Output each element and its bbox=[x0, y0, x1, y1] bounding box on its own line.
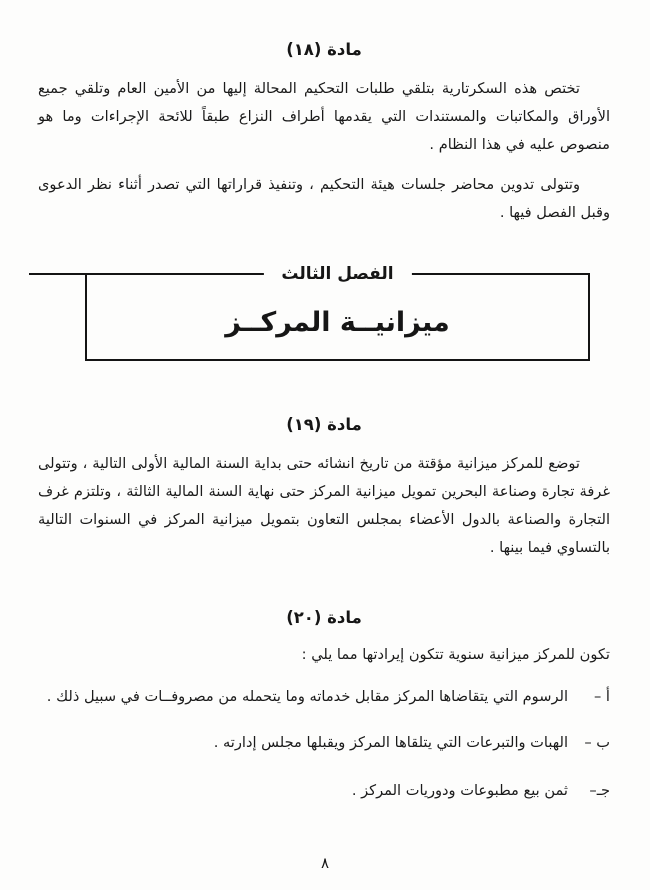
article-20-intro: تكون للمركز ميزانية سنوية تتكون إيرادتها مما يلي : bbox=[301, 646, 610, 663]
chapter-box bbox=[85, 264, 590, 361]
article-18-heading: مادة (١٨) bbox=[286, 40, 362, 59]
chapter-subtitle: ميزانيــة المركــز bbox=[225, 306, 450, 338]
list-item-a-marker: أ – bbox=[594, 688, 610, 705]
list-item-a bbox=[38, 683, 610, 711]
chapter-title: الفصل الثالث bbox=[263, 261, 411, 287]
list-item-a-text: الرسوم التي يتقاضاها المركز مقابل خدماته وما يتحمله من مصروفــات في سبيل ذلك . bbox=[46, 688, 568, 705]
article-18-paragraph-2: وتتولى تدوين محاضر جلسات هيئة التحكيم ، وتنفيذ قراراتها التي تصدر أثناء نظر الدعوى وقبل الفصل فيها . bbox=[38, 176, 610, 221]
list-item-b-marker: ب – bbox=[584, 734, 610, 751]
page-number: ٨ bbox=[320, 854, 330, 872]
article-19-heading: مادة (١٩) bbox=[286, 415, 362, 434]
chapter-border-dash bbox=[29, 273, 87, 275]
article-19-paragraph-1: توضع للمركز ميزانية مؤقتة من تاريخ انشائه حتى بداية السنة المالية الأولى التالية ، وتتولى غرفة تجارة وصناعة البحرين تمويل ميزانية المركز حتى نهاية السنة المالية الثالثة ، وتلتزم غرف التجارة والصناعة بالدول الأعضاء بمجلس التعاون بتمويل ميزانية المركز في السنوات التالية بالتساوي فيما بينها . bbox=[38, 455, 610, 556]
revenue-sources-list bbox=[38, 683, 610, 805]
list-item-c bbox=[38, 777, 610, 805]
article-18-paragraph-1: تختص هذه السكرتارية بتلقي طلبات التحكيم المحالة إليها من الأمين العام وتلقي جميع الأوراق والمكاتبات والمستندات التي يقدمها أطراف النزاع طبقاً للائحة الإجراءات وما هو منصوص عليه في هذا النظام . bbox=[38, 80, 610, 153]
list-item-c-text: ثمن بيع مطبوعات ودوريات المركز . bbox=[351, 782, 568, 799]
list-item-b-text: الهبات والتبرعات التي يتلقاها المركز ويقبلها مجلس إدارته . bbox=[213, 734, 568, 751]
article-20-heading: مادة (٢٠) bbox=[286, 608, 362, 627]
list-item-b bbox=[38, 729, 610, 757]
list-item-c-marker: جـ– bbox=[589, 782, 610, 799]
